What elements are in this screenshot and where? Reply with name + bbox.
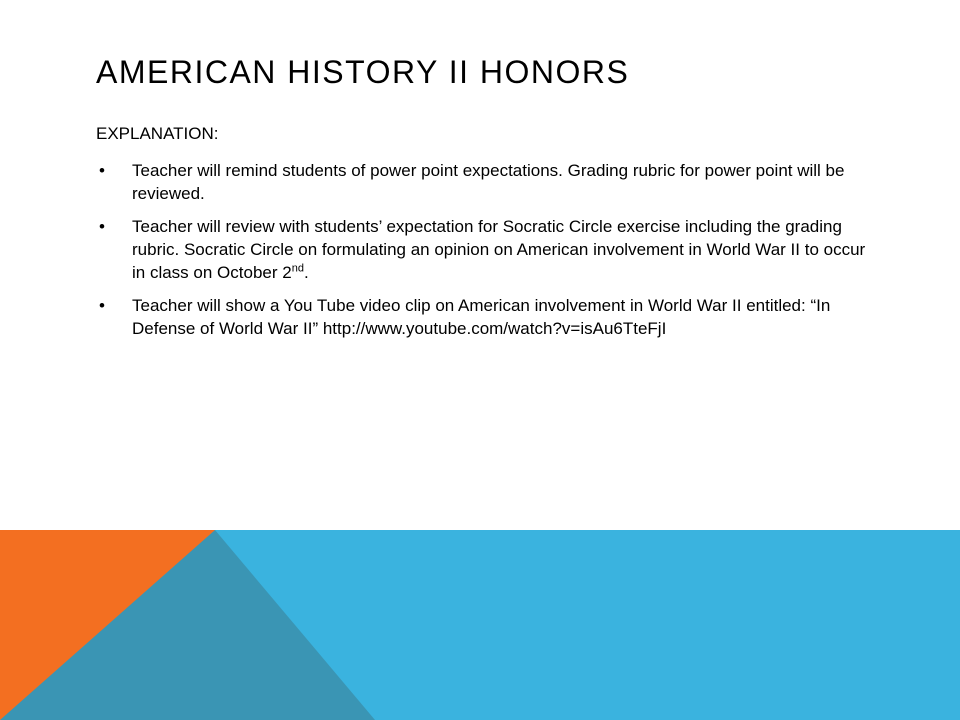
slide-title: AMERICAN HISTORY II HONORS	[96, 54, 630, 90]
bullet-text-tail: .	[303, 263, 309, 282]
decorative-band	[0, 530, 960, 720]
bullet-text: Teacher will remind students of power point expectations. Grading rubric for power point will be reviewed.	[132, 161, 845, 203]
decorative-band-graphic	[0, 530, 960, 720]
bullet-text-main: Teacher will review with students’ expectation for Socratic Circle exercise including the grading rubric. Socratic Circle on formulating an opinion on American involvement in World War II to occur in class on October 2	[132, 217, 866, 282]
bullet-text: Teacher will show a You Tube video clip on American involvement in World War II entitled: “In Defense of World War II” http://www.youtube.com/watch?v=isAu6TteFjI	[132, 296, 831, 338]
bullet-item	[96, 215, 866, 284]
ordinal-superscript: nd	[291, 262, 304, 275]
bullet-dot-icon: •	[99, 296, 105, 315]
bullet-item	[96, 159, 866, 205]
bullet-dot-icon: •	[99, 161, 105, 180]
bullet-dot-icon: •	[99, 217, 105, 236]
slide-body	[96, 122, 866, 350]
bullet-text	[132, 217, 865, 282]
bullet-list	[96, 159, 866, 340]
section-heading: EXPLANATION:	[96, 124, 219, 143]
bullet-item	[96, 294, 866, 340]
